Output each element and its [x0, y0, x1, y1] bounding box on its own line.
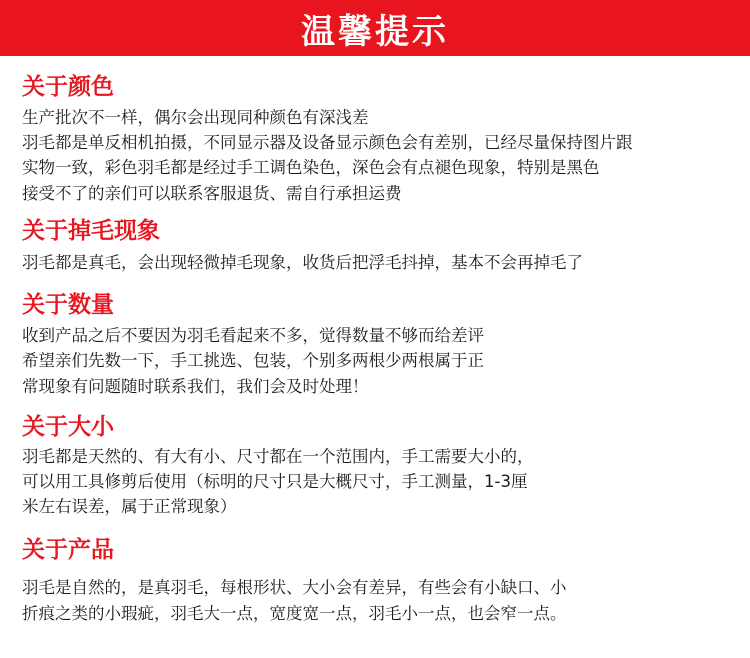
text-line: 可以用工具修剪后使用（标明的尺寸只是大概尺寸，手工测量，1-3厘 [22, 472, 528, 491]
page-title: 温馨提示 [301, 11, 449, 52]
heading-size: 关于大小 [22, 414, 114, 440]
text-line: 实物一致，彩色羽毛都是经过手工调色染色，深色会有点褪色现象，特别是黑色 [22, 158, 600, 177]
header-banner [0, 0, 750, 56]
text-line: 羽毛是自然的，是真羽毛，每根形状、大小会有差异，有些会有小缺口、小 [22, 578, 567, 597]
text-line: 羽毛都是单反相机拍摄，不同显示器及设备显示颜色会有差别，已经尽量保持图片跟 [22, 133, 633, 152]
text-line: 常现象有问题随时联系我们，我们会及时处理！ [22, 377, 369, 396]
text-line: 接受不了的亲们可以联系客服退货、需自行承担运费 [22, 184, 402, 203]
text-line: 折痕之类的小瑕疵，羽毛大一点，宽度宽一点，羽毛小一点，也会窄一点。 [22, 604, 567, 623]
heading-color: 关于颜色 [22, 74, 114, 100]
text-line: 米左右误差，属于正常现象） [22, 497, 237, 516]
text-line: 收到产品之后不要因为羽毛看起来不多，觉得数量不够而给差评 [22, 326, 484, 345]
text-line: 羽毛都是天然的、有大有小、尺寸都在一个范围内，手工需要大小的， [22, 447, 534, 466]
text-line: 羽毛都是真毛，会出现轻微掉毛现象，收货后把浮毛抖掉，基本不会再掉毛了 [22, 253, 583, 272]
text-line: 希望亲们先数一下，手工挑选、包装，个别多两根少两根属于正 [22, 351, 484, 370]
heading-shedding: 关于掉毛现象 [22, 218, 160, 244]
heading-product: 关于产品 [22, 537, 114, 563]
text-line: 生产批次不一样，偶尔会出现同种颜色有深浅差 [22, 108, 369, 127]
heading-quantity: 关于数量 [22, 292, 114, 318]
